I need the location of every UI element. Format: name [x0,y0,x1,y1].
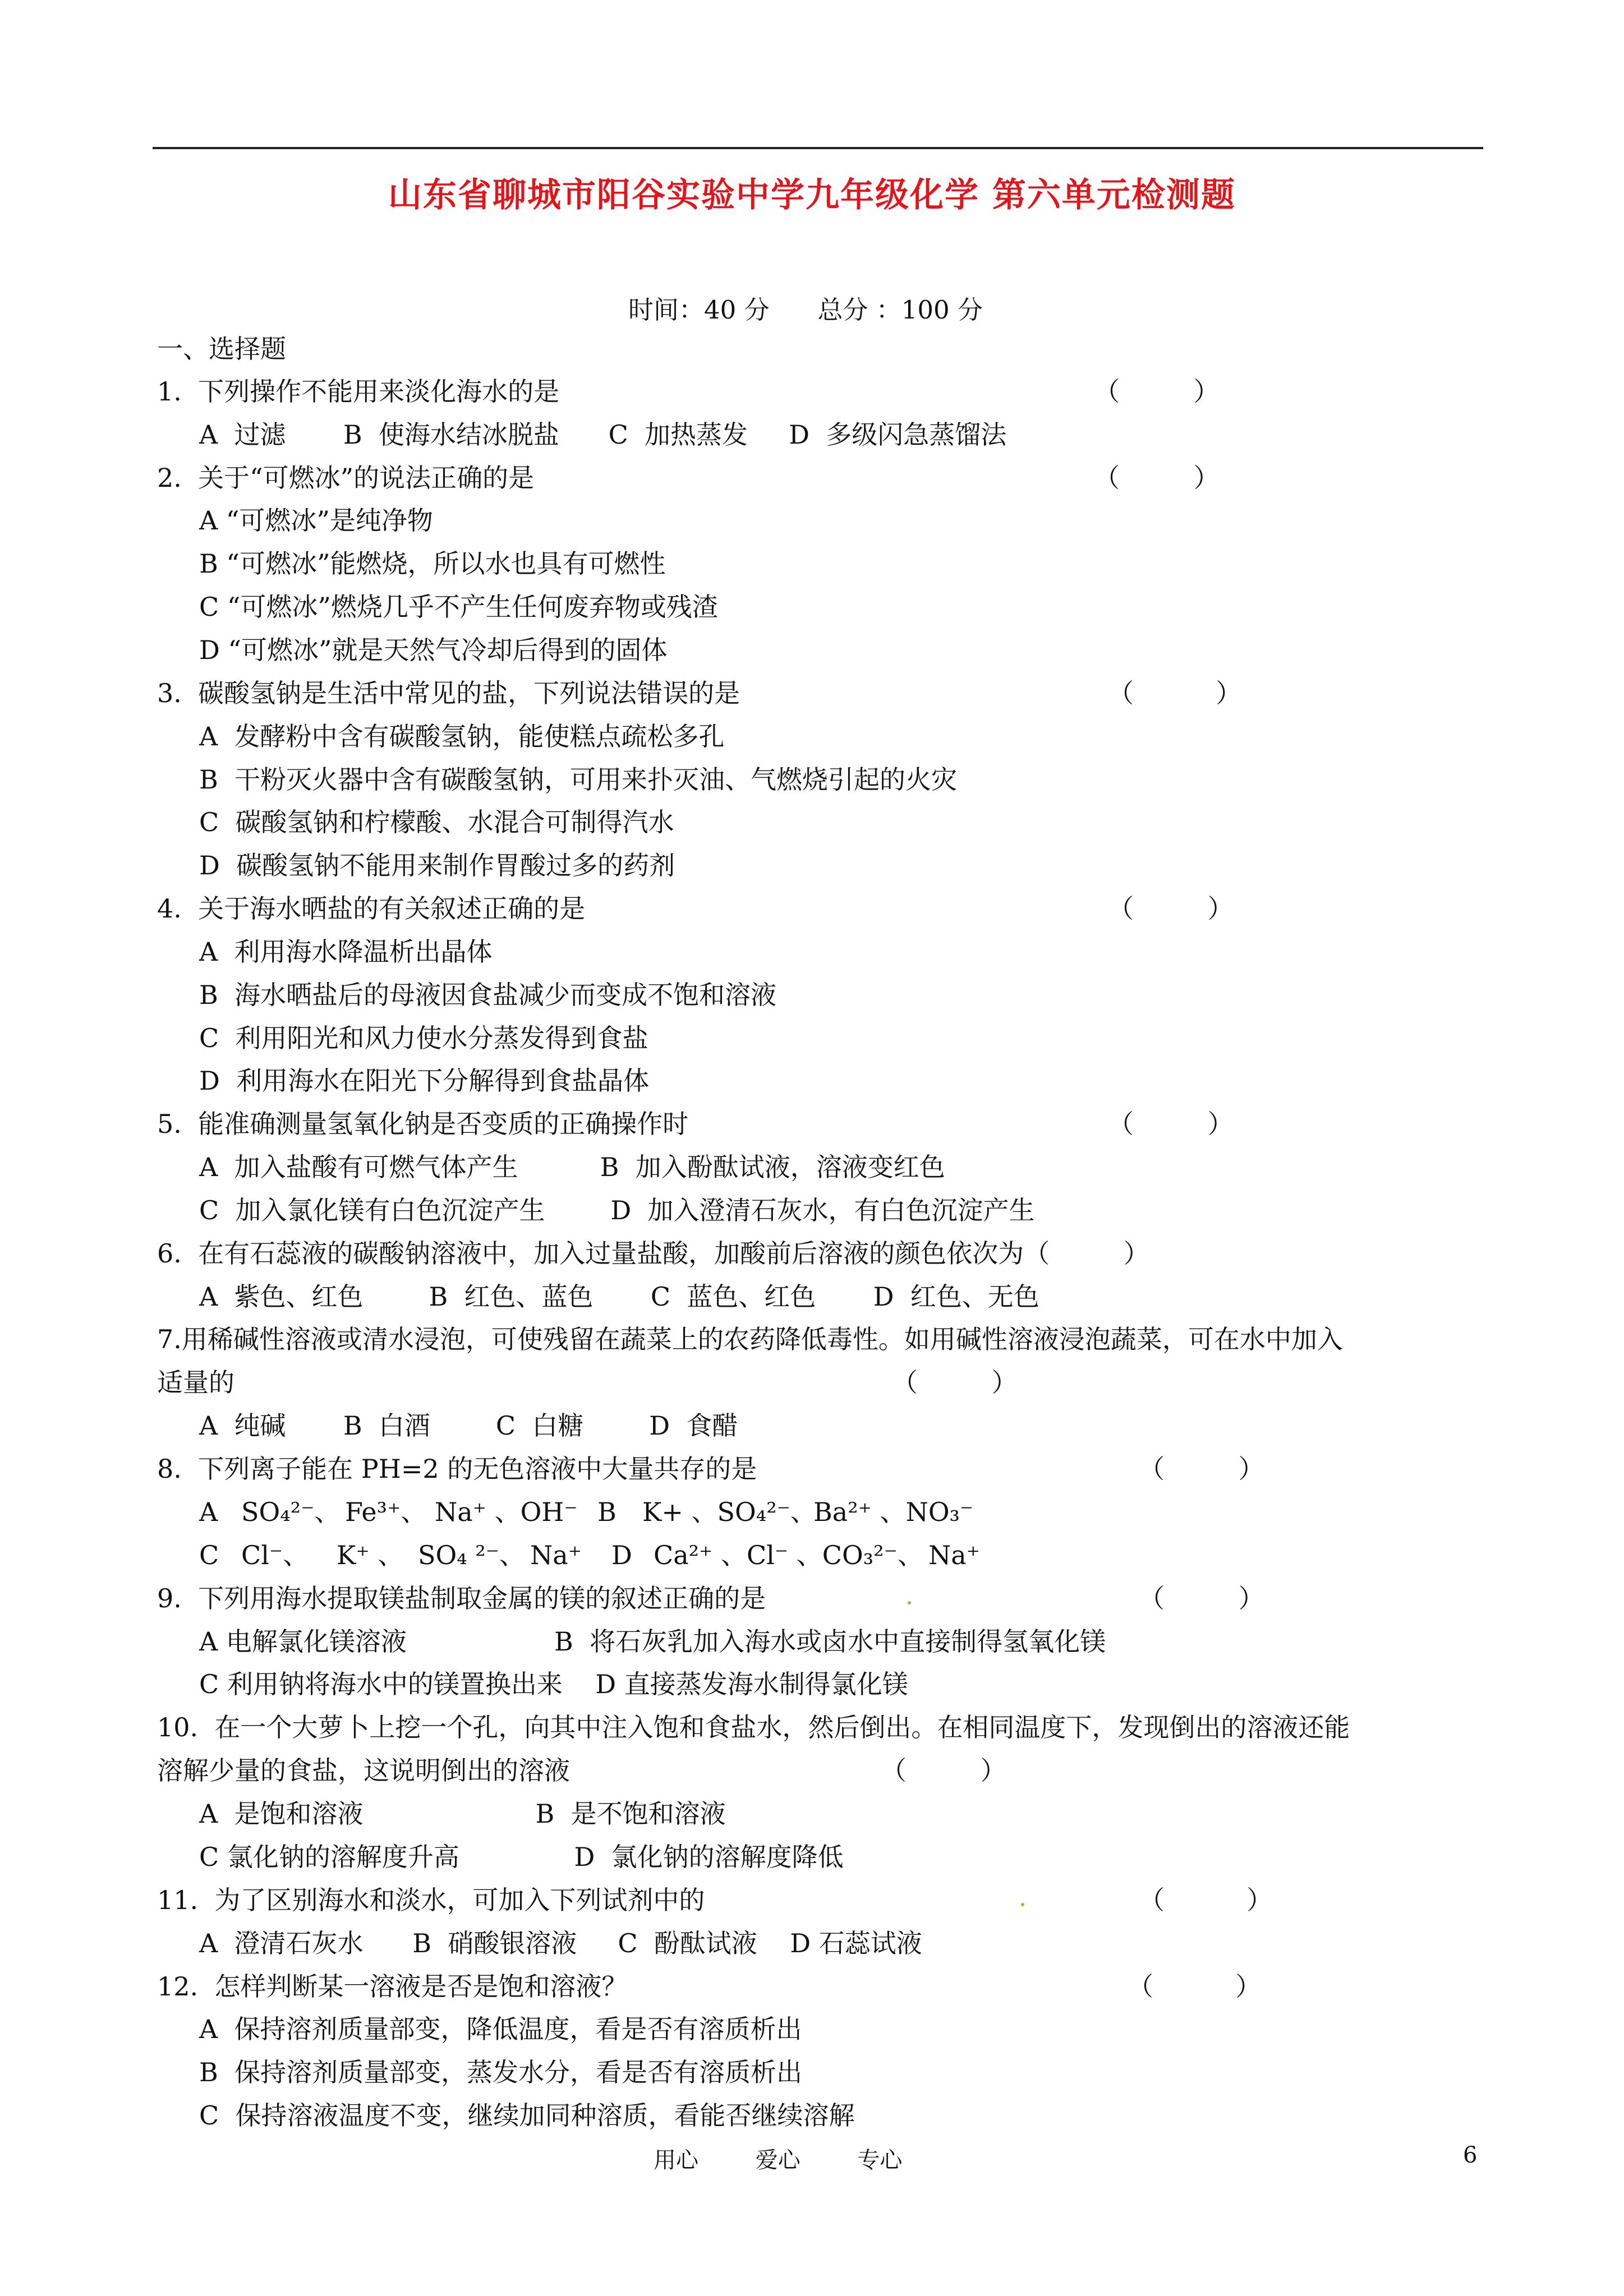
question-2-answer-paren: （ ） [1094,463,1220,493]
question-10-stem: 10. 在一个大萝卜上挖一个孔，向其中注入饱和食盐水，然后倒出。在相同温度下，发现倒出的溶液还能 [157,1712,1350,1742]
question-2-option-c: C “可燃冰”燃烧几乎不产生任何废弃物或残渣 [199,592,718,622]
question-5-answer-paren: （ ） [1108,1109,1234,1139]
question-8-option-c-ion-4: Na⁺ [530,1540,582,1570]
question-8-option-c-ion-3: SO₄ ²⁻、 [418,1540,526,1570]
page-footer: 用心 爱心 专心 [654,2147,903,2173]
stray-dot [1021,1903,1024,1906]
question-1-stem: 1. 下列操作不能用来淡化海水的是 [157,376,560,407]
question-4-option-a: A 利用海水降温析出晶体 [199,937,493,967]
question-11-stem: 11. 为了区别海水和淡水，可加入下列试剂中的 [157,1885,705,1915]
question-7-answer-paren: （ ） [892,1367,1018,1398]
question-5-options-ab: A 加入盐酸有可燃气体产生 B 加入酚酞试液，溶液变红色 [199,1152,945,1182]
question-6-stem: 6. 在有石蕊液的碳酸钠溶液中，加入过量盐酸，加酸前后溶液的颜色依次为（ ） [157,1238,1149,1269]
question-11-answer-paren: （ ） [1139,1885,1273,1915]
question-8-option-c-ion-1: Cl⁻、 [241,1540,309,1570]
question-9-options-cd: C 利用钠将海水中的镁置换出来 D 直接蒸发海水制得氯化镁 [199,1669,908,1699]
question-8-option-d-ion-1: Ca²⁺ 、Cl⁻ 、CO₃²⁻、 [654,1540,923,1570]
question-2-option-a: A “可燃冰”是纯净物 [199,505,433,536]
question-7-options: A 纯碱 B 白酒 C 白糖 D 食醋 [199,1410,738,1441]
question-4-answer-paren: （ ） [1108,893,1234,924]
question-8-option-a-ion-1: SO₄²⁻、 [241,1497,341,1527]
question-8-option-d-label: D [611,1540,632,1570]
page-number: 6 [1463,2142,1478,2168]
question-8-option-a-label: A [199,1497,218,1527]
question-8-option-b-ion-2: Ba²⁺ 、NO₃⁻ [813,1497,974,1527]
question-12-option-c: C 保持溶液温度不变，继续加同种溶质，看能否继续溶解 [199,2100,855,2131]
question-5-options-cd: C 加入氯化镁有白色沉淀产生 D 加入澄清石灰水，有白色沉淀产生 [199,1195,1035,1225]
question-11-options: A 澄清石灰水 B 硝酸银溶液 C 酚酞试液 D 石蕊试液 [199,1928,922,1958]
question-8-option-d-ion-2: Na⁺ [928,1540,980,1570]
question-12-answer-paren: （ ） [1128,1971,1262,2002]
question-5-stem: 5. 能准确测量氢氧化钠是否变质的正确操作时 [157,1109,689,1139]
header-rule [153,147,1483,149]
question-3-option-b: B 干粉灭火器中含有碳酸氢钠，可用来扑灭油、气燃烧引起的火灾 [199,764,958,795]
question-3-option-a: A 发酵粉中含有碳酸氢钠，能使糕点疏松多孔 [199,721,725,751]
question-3-answer-paren: （ ） [1108,678,1242,708]
exam-meta: 时间：40 分 总分 ：100 分 [628,295,983,325]
question-9-options-ab: A 电解氯化镁溶液 B 将石灰乳加入海水或卤水中直接制得氢氧化镁 [199,1626,1106,1657]
question-8-option-a-ion-3: Na⁺ 、OH⁻ [435,1497,578,1527]
question-3-stem: 3. 碳酸氢钠是生活中常见的盐，下列说法错误的是 [157,678,740,708]
page-title: 山东省聊城市阳谷实验中学九年级化学 第六单元检测题 [388,176,1236,215]
question-3-option-c: C 碳酸氢钠和柠檬酸、水混合可制得汽水 [199,807,674,837]
section-heading: 一、选择题 [157,334,286,364]
question-2-option-b: B “可燃冰”能燃烧，所以水也具有可燃性 [199,548,666,579]
question-10-options-ab: A 是饱和溶液 B 是不饱和溶液 [199,1799,726,1829]
question-4-stem: 4. 关于海水晒盐的有关叙述正确的是 [157,893,586,924]
question-8-option-b-ion-1: K+ 、SO₄²⁻、 [642,1497,816,1527]
question-3-option-d: D 碳酸氢钠不能用来制作胃酸过多的药剂 [199,850,675,880]
question-1-answer-paren: （ ） [1094,376,1220,407]
question-8-option-b-label: B [597,1497,617,1527]
question-10-options-cd: C 氯化钠的溶解度升高 D 氯化钠的溶解度降低 [199,1842,844,1872]
question-12-option-a: A 保持溶剂质量部变，降低温度，看是否有溶质析出 [199,2014,802,2044]
question-9-stem: 9. 下列用海水提取镁盐制取金属的镁的叙述正确的是 [157,1583,766,1613]
question-4-option-c: C 利用阳光和风力使水分蒸发得到食盐 [199,1023,648,1053]
question-8-answer-paren: （ ） [1139,1454,1264,1484]
question-2-option-d: D “可燃冰”就是天然气冷却后得到的固体 [199,635,668,665]
question-8-option-c-label: C [199,1540,219,1570]
question-10-answer-paren: （ ） [881,1755,1006,1786]
question-7-stem: 7.用稀碱性溶液或清水浸泡，可使残留在蔬菜上的农药降低毒性。如用碱性溶液浸泡蔬菜，可在水中加入 [157,1324,1343,1354]
question-1-options: A 过滤 B 使海水结冰脱盐 C 加热蒸发 D 多级闪急蒸馏法 [199,419,1007,450]
question-10-stem-cont: 溶解少量的食盐，这说明倒出的溶液 [157,1755,570,1786]
stray-dot [908,1601,911,1605]
question-6-options: A 紫色、红色 B 红色、蓝色 C 蓝色、红色 D 红色、无色 [199,1281,1039,1312]
question-8-option-a-ion-2: Fe³⁺、 [345,1497,427,1527]
question-7-stem-cont: 适量的 [157,1367,234,1398]
question-12-option-b: B 保持溶剂质量部变，蒸发水分，看是否有溶质析出 [199,2057,803,2087]
question-4-option-b: B 海水晒盐后的母液因食盐减少而变成不饱和溶液 [199,980,777,1010]
question-8-option-c-ion-2: K⁺ 、 [337,1540,404,1570]
question-12-stem: 12. 怎样判断某一溶液是否是饱和溶液？ [157,1971,628,2002]
question-9-answer-paren: （ ） [1139,1583,1264,1613]
question-4-option-d: D 利用海水在阳光下分解得到食盐晶体 [199,1066,650,1096]
question-2-stem: 2. 关于“可燃冰”的说法正确的是 [157,463,535,493]
question-8-stem: 8. 下列离子能在 PH=2 的无色溶液中大量共存的是 [157,1454,757,1484]
